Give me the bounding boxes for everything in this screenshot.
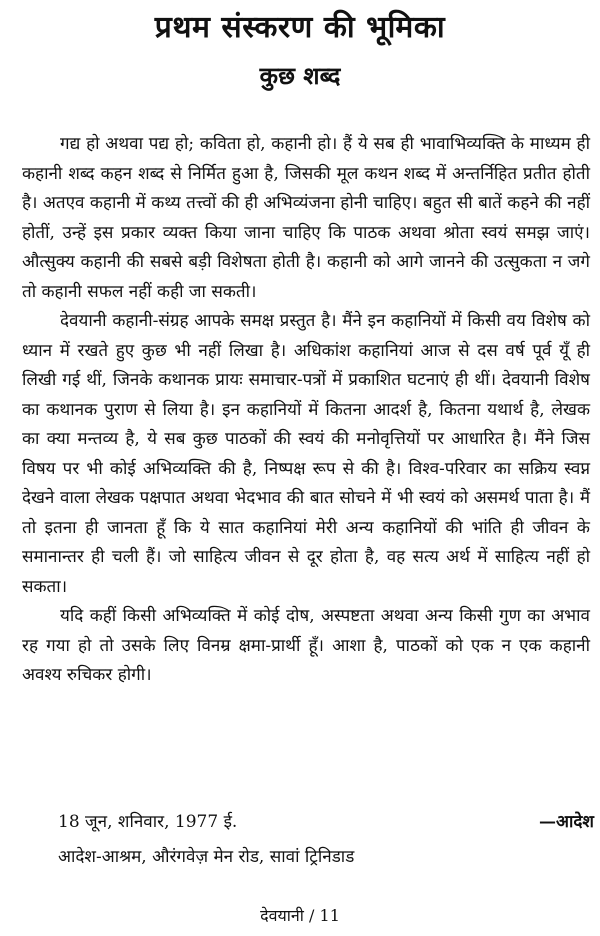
- page-footer-folio: देवयानी / 11: [260, 906, 340, 925]
- preface-body: [22, 130, 590, 691]
- paragraph-2: देवयानी कहानी-संग्रह आपके समक्ष प्रस्तुत है। मैंने इन कहानियों में किसी वय विशेष को ध्यान में रखते हुए कुछ भी नहीं लिखा है। अधिकांश कहानियां आज से दस वर्ष पूर्व यूँ ही लिखी गई थीं, जिनके कथानक प्रायः समाचार-पत्रों में प्रकाशित घटनाएं ही थीं। देवयानी विशेष का कथानक पुराण से लिया है। इन कहानियों में कितना आदर्श है, कितना यथार्थ है, लेखक का क्या मन्तव्य है, ये सब कुछ पाठकों की स्वयं की मनोवृत्तियों पर आधारित है। मैंने जिस विषय पर भी कोई अभिव्यक्ति की है, निष्पक्ष रूप से की है। विश्व-परिवार का सक्रिय स्वप्न देखने वाला लेखक पक्षपात अथवा भेदभाव की बात सोचने में भी स्वयं को असमर्थ पाता है। मैं तो इतना ही जानता हूँ कि ये सात कहानियां मेरी अन्य कहानियों की भांति ही जीवन के समानान्तर ही चली हैं। जो साहित्य जीवन से दूर होता है, वह सत्य अर्थ में साहित्य नहीं हो सकता।: [22, 311, 590, 597]
- page-title: प्रथम संस्करण की भूमिका: [154, 10, 446, 45]
- author-signature: —आदेश: [539, 812, 594, 832]
- paragraph-1: गद्य हो अथवा पद्य हो; कविता हो, कहानी हो। हैं ये सब ही भावाभिव्यक्ति के माध्यम ही कहानी शब्द कहन शब्द से निर्मित हुआ है, जिसकी मूल कथन शब्द में अन्तर्निहित प्रतीत होती है। अतएव कहानी में कथ्य तत्त्वों की ही अभिव्यंजना होनी चाहिए। बहुत सी बातें कहने की नहीं होतीं, उन्हें इस प्रकार व्यक्त किया जाना चाहिए कि पाठक अथवा श्रोता स्वयं समझ जाएं। औत्सुक्य कहानी की सबसे बड़ी विशेषता होती है। कहानी को आगे जानने की उत्सुकता न जगे तो कहानी सफल नहीं कही जा सकती।: [22, 134, 590, 302]
- page-subtitle: कुछ शब्द: [259, 62, 341, 90]
- paragraph-3: यदि कहीं किसी अभिव्यक्ति में कोई दोष, अस्पष्टता अथवा अन्य किसी गुण का अभाव रह गया हो तो उसके लिए विनम्र क्षमा-प्रार्थी हूँ। आशा है, पाठकों को एक न एक कहानी अवश्य रुचिकर होगी।: [22, 606, 590, 685]
- preface-date: 18 जून, शनिवार, 1977 ई.: [58, 812, 238, 832]
- author-address: आदेश-आश्रम, औरंगवेज़ मेन रोड, सावां ट्रिनिडाड: [58, 847, 355, 867]
